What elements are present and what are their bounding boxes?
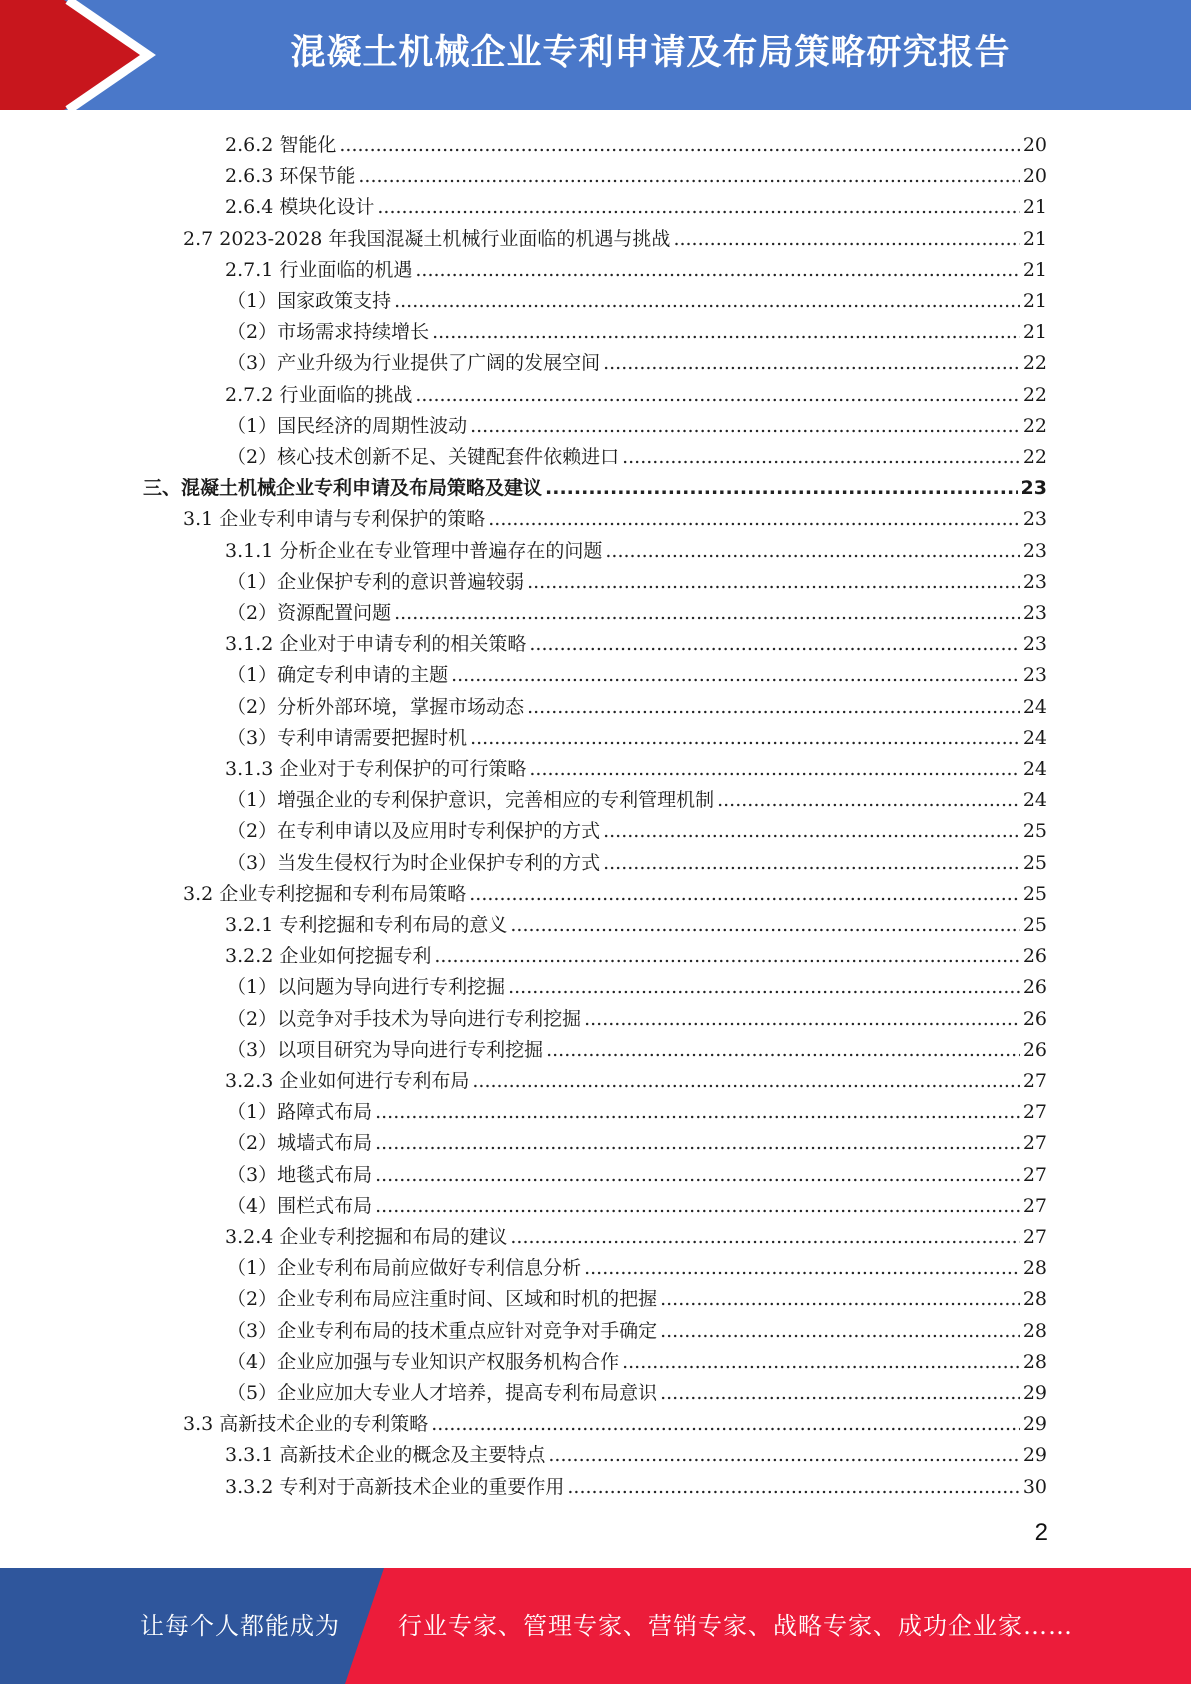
toc-entry-page: 25: [1022, 882, 1047, 905]
toc-entry[interactable]: [227, 1124, 1047, 1155]
toc-entry[interactable]: [225, 532, 1047, 563]
footer-slogan-right: 行业专家、管理专家、营销专家、战略专家、成功企业家……: [398, 1612, 1073, 1640]
toc-entry-label: 3.2.3 企业如何进行专利布局: [225, 1070, 470, 1092]
toc-entry-page: 28: [1022, 1257, 1047, 1280]
toc-entry-label: （3）地毯式布局: [227, 1163, 373, 1186]
toc-entry-label: 3.3.1 高新技术企业的概念及主要特点: [225, 1444, 546, 1467]
toc-dot-leader: [451, 663, 1020, 687]
toc-entry[interactable]: [227, 438, 1047, 469]
toc-entry-page: 26: [1022, 1007, 1047, 1030]
toc-dot-leader: [660, 1287, 1020, 1311]
toc-entry-label: 3.1.1 分析企业在专业管理中普遍存在的问题: [225, 539, 603, 562]
toc-entry-label: 2.7.1 行业面临的机遇: [225, 258, 413, 281]
toc-entry[interactable]: [227, 563, 1047, 594]
toc-entry[interactable]: [225, 937, 1047, 968]
toc-entry-label: 3.2.2 企业如何挖掘专利: [225, 945, 432, 968]
toc-entry-page: 28: [1022, 1350, 1047, 1373]
toc-entry-label: （1）国民经济的周期性波动: [227, 414, 468, 437]
toc-entry-label: 2.7 2023-2028 年我国混凝土机械行业面临的机遇与挑战: [183, 227, 671, 250]
toc-entry[interactable]: [225, 188, 1047, 219]
toc-entry-page: 23: [1020, 477, 1047, 500]
toc-dot-leader: [470, 726, 1020, 750]
toc-entry[interactable]: [225, 376, 1047, 407]
toc-dot-leader: [431, 1412, 1020, 1436]
toc-dot-leader: [584, 1007, 1020, 1031]
toc-entry-page: 30: [1022, 1475, 1047, 1498]
toc-entry[interactable]: [227, 1249, 1047, 1280]
toc-entry-label: （1）国家政策支持: [227, 290, 392, 312]
toc-entry-page: 22: [1022, 383, 1047, 406]
toc-entry-page: 27: [1022, 1070, 1047, 1092]
toc-entry[interactable]: [227, 1280, 1047, 1311]
toc-entry-page: 27: [1022, 1194, 1047, 1217]
toc-entry-page: 26: [1022, 945, 1047, 968]
toc-entry[interactable]: [227, 1312, 1047, 1343]
toc-entry-label: 3.1.3 企业对于专利保护的可行策略: [225, 758, 527, 780]
toc-entry[interactable]: [227, 968, 1047, 999]
toc-entry[interactable]: [227, 1374, 1047, 1405]
toc-entry[interactable]: [225, 1468, 1047, 1499]
toc-dot-leader: [432, 320, 1020, 344]
toc-entry-page: 28: [1022, 1288, 1047, 1311]
toc-entry-page: 24: [1022, 695, 1047, 718]
toc-entry-label: （2）资源配置问题: [227, 602, 392, 624]
toc-entry[interactable]: [227, 688, 1047, 719]
toc-dot-leader: [375, 1131, 1020, 1155]
toc-entry[interactable]: [225, 906, 1047, 937]
toc-entry[interactable]: [227, 1343, 1047, 1374]
toc-entry[interactable]: [183, 500, 1047, 531]
toc-entry[interactable]: [225, 1062, 1047, 1093]
toc-entry-page: 29: [1022, 1444, 1047, 1467]
toc-entry-label: （1）路障式布局: [227, 1101, 373, 1124]
toc-entry-label: 3.1 企业专利申请与专利保护的策略: [183, 508, 486, 531]
toc-entry-page: 22: [1022, 414, 1047, 437]
toc-entry-page: 25: [1022, 820, 1047, 843]
toc-entry-label: 3.2 企业专利挖掘和专利布局策略: [183, 882, 467, 905]
toc-entry-label: 2.6.2 智能化: [225, 134, 337, 156]
toc-dot-leader: [529, 757, 1019, 781]
toc-entry-label: 2.6.3 环保节能: [225, 165, 356, 188]
report-title: 混凝土机械企业专利申请及布局策略研究报告: [290, 33, 1011, 73]
toc-dot-leader: [394, 289, 1020, 313]
toc-dot-leader: [375, 1194, 1020, 1218]
toc-entry-page: 25: [1022, 851, 1047, 874]
toc-entry-label: （2）分析外部环境，掌握市场动态: [227, 695, 525, 718]
toc-dot-leader: [394, 601, 1020, 625]
toc-entry-label: （5）企业应加大专业人才培养，提高专利布局意识: [227, 1382, 658, 1404]
toc-entry-label: （2）企业专利布局应注重时间、区域和时机的把握: [227, 1288, 658, 1311]
toc-entry-page: 22: [1022, 446, 1047, 468]
toc-dot-leader: [546, 1038, 1020, 1062]
toc-entry-label: （3）专利申请需要把握时机: [227, 726, 468, 749]
toc-entry-page: 24: [1022, 789, 1047, 812]
toc-entry-label: （1）以问题为导向进行专利挖掘: [227, 976, 506, 999]
toc-entry-page: 21: [1022, 258, 1047, 281]
toc-dot-leader: [567, 1475, 1019, 1499]
toc-entry-label: 2.6.4 模块化设计: [225, 196, 375, 219]
toc-dot-leader: [622, 445, 1020, 469]
toc-entry-label: （4）围栏式布局: [227, 1194, 373, 1217]
toc-entry[interactable]: [225, 1436, 1047, 1467]
toc-entry-label: （1）企业专利布局前应做好专利信息分析: [227, 1257, 582, 1280]
toc-entry-label: 3.3 高新技术企业的专利策略: [183, 1413, 429, 1436]
toc-entry-page: 25: [1022, 914, 1047, 936]
toc-dot-leader: [470, 414, 1020, 438]
toc-dot-leader: [508, 975, 1020, 999]
toc-dot-leader: [339, 133, 1019, 157]
toc-entry-page: 23: [1022, 508, 1047, 531]
toc-entry[interactable]: [227, 594, 1047, 625]
toc-entry-page: 20: [1022, 134, 1047, 156]
toc-entry[interactable]: [227, 1156, 1047, 1187]
toc-entry-label: （2）在专利申请以及应用时专利保护的方式: [227, 820, 601, 843]
toc-dot-leader: [527, 695, 1020, 719]
toc-dot-leader: [603, 351, 1020, 375]
toc-dot-leader: [603, 851, 1020, 875]
toc-dot-leader: [548, 1443, 1019, 1467]
page-number: 2: [1034, 1519, 1048, 1546]
toc-entry[interactable]: [227, 282, 1047, 313]
toc-entry-label: 3.1.2 企业对于申请专利的相关策略: [225, 633, 527, 656]
toc-entry[interactable]: [183, 1405, 1047, 1436]
toc-entry-label: 3.2.1 专利挖掘和专利布局的意义: [225, 914, 508, 936]
toc-entry-page: 21: [1022, 290, 1047, 312]
toc-entry[interactable]: [227, 781, 1047, 812]
toc-entry[interactable]: [227, 844, 1047, 875]
page-header: [0, 0, 1191, 110]
toc-dot-leader: [358, 164, 1019, 188]
toc-entry-label: （3）产业升级为行业提供了广阔的发展空间: [227, 352, 601, 375]
toc-entry-page: 29: [1022, 1413, 1047, 1436]
toc-entry-page: 21: [1022, 196, 1047, 219]
toc-entry[interactable]: [227, 1187, 1047, 1218]
toc-dot-leader: [545, 476, 1018, 500]
toc-entry[interactable]: [227, 407, 1047, 438]
toc-entry[interactable]: [225, 126, 1047, 157]
toc-entry-page: 24: [1022, 758, 1047, 780]
toc-dot-leader: [469, 882, 1020, 906]
toc-entry-page: 23: [1022, 664, 1047, 687]
toc-dot-leader: [415, 258, 1019, 282]
toc-dot-leader: [717, 788, 1020, 812]
toc-entry-label: （2）核心技术创新不足、关键配套件依赖进口: [227, 446, 620, 468]
toc-dot-leader: [472, 1069, 1019, 1093]
toc-dot-leader: [375, 1100, 1020, 1124]
toc-entry-page: 27: [1022, 1163, 1047, 1186]
toc-dot-leader: [605, 539, 1019, 563]
toc-entry-label: 3.3.2 专利对于高新技术企业的重要作用: [225, 1475, 565, 1498]
toc-dot-leader: [434, 944, 1019, 968]
toc-entry-label: （1）增强企业的专利保护意识，完善相应的专利管理机制: [227, 789, 715, 812]
toc-entry-page: 27: [1022, 1226, 1047, 1248]
toc-entry-label: （3）企业专利布局的技术重点应针对竞争对手确定: [227, 1319, 658, 1342]
toc-dot-leader: [529, 632, 1019, 656]
toc-entry[interactable]: [183, 220, 1047, 251]
toc-entry[interactable]: [225, 251, 1047, 282]
toc-dot-leader: [673, 227, 1019, 251]
toc-entry[interactable]: [227, 1000, 1047, 1031]
toc-entry-page: 21: [1022, 227, 1047, 250]
toc-entry-label: （1）确定专利申请的主题: [227, 664, 449, 687]
toc-entry[interactable]: [227, 656, 1047, 687]
toc-entry[interactable]: [225, 157, 1047, 188]
toc-entry-page: 23: [1022, 633, 1047, 656]
toc-entry-page: 21: [1022, 321, 1047, 344]
toc-entry[interactable]: [225, 625, 1047, 656]
toc-entry-label: （2）以竞争对手技术为导向进行专利挖掘: [227, 1007, 582, 1030]
toc-entry-page: 26: [1022, 1038, 1047, 1061]
toc-entry[interactable]: [183, 875, 1047, 906]
toc-entry-label: （1）企业保护专利的意识普遍较弱: [227, 570, 525, 593]
toc-dot-leader: [622, 1350, 1020, 1374]
toc-entry-label: （2）城墙式布局: [227, 1132, 373, 1155]
toc-entry-label: 三、混凝土机械企业专利申请及布局策略及建议: [143, 477, 543, 500]
toc-entry[interactable]: [143, 469, 1047, 500]
toc-entry-page: 23: [1022, 539, 1047, 562]
toc-entry[interactable]: [227, 719, 1047, 750]
toc-entry[interactable]: [227, 1093, 1047, 1124]
toc-entry-label: （2）市场需求持续增长: [227, 321, 430, 344]
toc-entry[interactable]: [227, 344, 1047, 375]
toc-entry-page: 26: [1022, 976, 1047, 999]
toc-entry-page: 22: [1022, 352, 1047, 375]
toc-entry[interactable]: [227, 313, 1047, 344]
toc-entry[interactable]: [227, 1031, 1047, 1062]
toc-dot-leader: [488, 507, 1020, 531]
toc-dot-leader: [375, 1163, 1020, 1187]
toc-dot-leader: [415, 383, 1019, 407]
toc-entry-label: （3）以项目研究为导向进行专利挖掘: [227, 1038, 544, 1061]
toc-entry[interactable]: [225, 1218, 1047, 1249]
toc-dot-leader: [510, 913, 1019, 937]
toc-entry-page: 20: [1022, 165, 1047, 188]
toc-entry-page: 29: [1022, 1382, 1047, 1404]
toc-entry-page: 27: [1022, 1132, 1047, 1155]
toc-entry-page: 27: [1022, 1101, 1047, 1124]
toc-entry-label: 2.7.2 行业面临的挑战: [225, 383, 413, 406]
toc-entry-page: 24: [1022, 726, 1047, 749]
toc-entry-label: （3）当发生侵权行为时企业保护专利的方式: [227, 851, 601, 874]
toc-dot-leader: [527, 570, 1020, 594]
toc-entry-label: 3.2.4 企业专利挖掘和布局的建议: [225, 1226, 508, 1248]
toc-entry[interactable]: [227, 812, 1047, 843]
toc-dot-leader: [660, 1319, 1020, 1343]
toc-entry[interactable]: [225, 750, 1047, 781]
toc-entry-page: 23: [1022, 570, 1047, 593]
toc-dot-leader: [377, 195, 1019, 219]
page-footer: [0, 1568, 1191, 1684]
toc-entry-page: 23: [1022, 602, 1047, 624]
toc-dot-leader: [603, 819, 1020, 843]
toc-entry-page: 28: [1022, 1319, 1047, 1342]
toc-dot-leader: [660, 1381, 1020, 1405]
toc-entry-label: （4）企业应加强与专业知识产权服务机构合作: [227, 1350, 620, 1373]
toc-dot-leader: [584, 1256, 1020, 1280]
toc-dot-leader: [510, 1225, 1019, 1249]
footer-slogan-left: 让每个人都能成为: [140, 1612, 340, 1640]
